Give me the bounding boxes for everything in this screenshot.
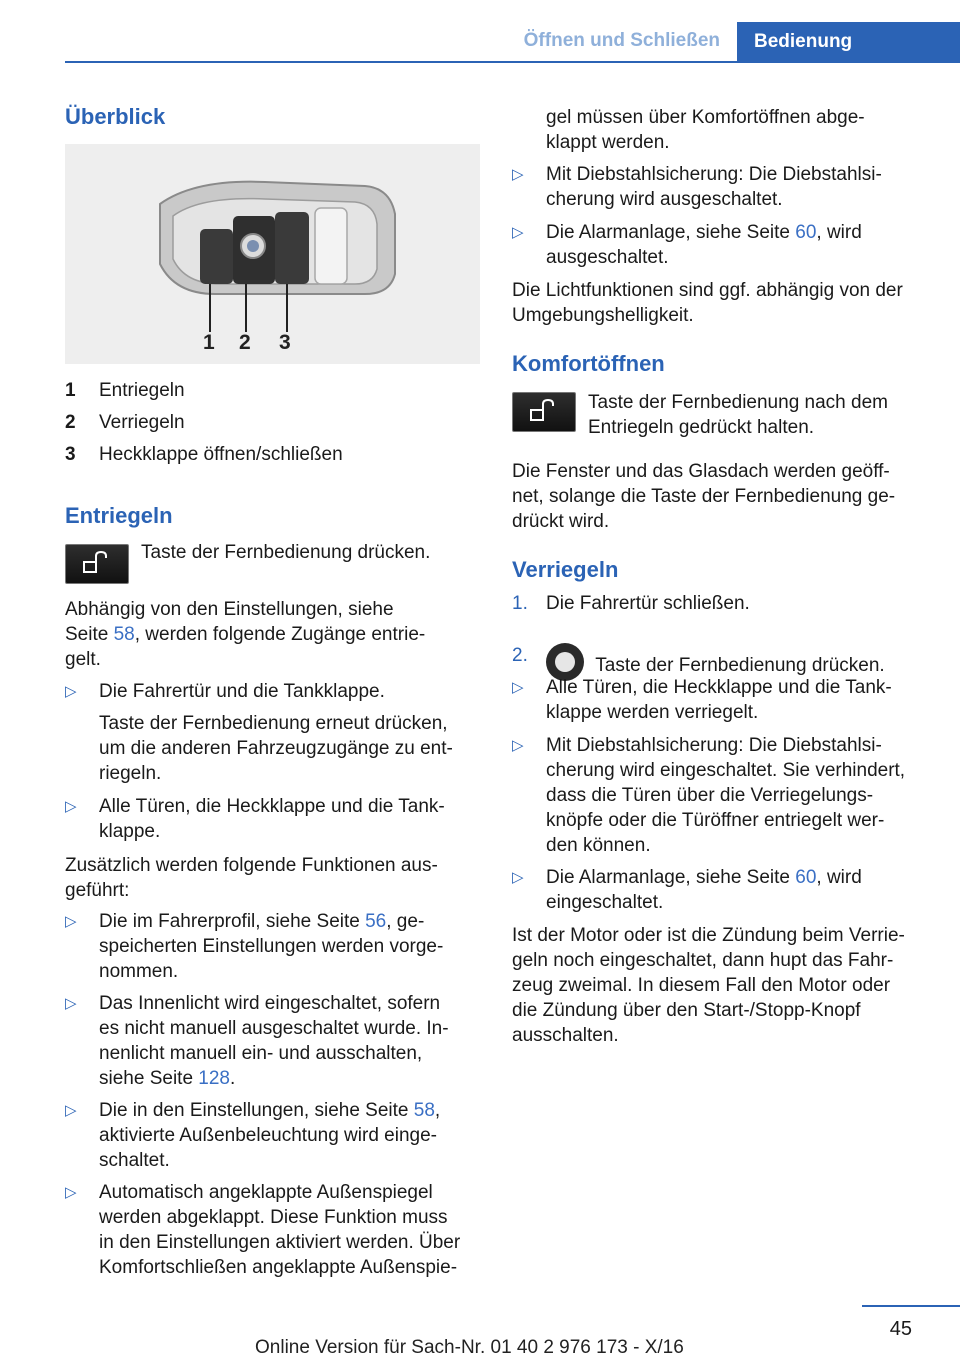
paragraph-line: drückt wird.	[512, 511, 610, 532]
paragraph-line: die Zündung über den Start-/Stopp-Knopf	[512, 1000, 861, 1021]
step-number: 2.	[512, 645, 528, 666]
triangle-bullet-icon: ▷	[512, 679, 524, 696]
unlock-icon	[66, 545, 128, 583]
page-number: 45	[889, 1318, 912, 1340]
paragraph-line: Abhängig von den Einstellungen, siehe	[65, 599, 394, 620]
paragraph-line: Die Fenster und das Glasdach werden geöff-	[512, 461, 890, 482]
unlock-instruction: Taste der Fernbedienung drücken.	[141, 542, 431, 563]
list-item: ▷ Die im Fahrerprofil, siehe Seite 56, ge- speicherten Einstellungen werden vorge- nommen.	[65, 911, 444, 982]
list-item: ▷ Das Innenlicht wird eingeschaltet, sofern es nicht manuell ausgeschaltet wurde. In- nenlicht manuell ein- und ausschalten, siehe Seite 128.	[65, 993, 449, 1089]
list-item: ▷ Die Alarmanlage, siehe Seite 60, wird eingeschaltet.	[512, 867, 862, 913]
figure-label-2: 2	[239, 331, 251, 354]
figure-label-3: 3	[279, 331, 291, 354]
paragraph-line: zeug zweimal. In diesem Fall den Motor oder	[512, 975, 891, 996]
unlock-key-image	[512, 392, 576, 432]
comfort-instruction: Taste der Fernbedienung nach dem	[588, 392, 888, 413]
header-section-title: Öffnen und Schließen	[523, 30, 720, 51]
page-link-58[interactable]: 58	[413, 1100, 435, 1121]
paragraph-line: net, solange die Taste der Fernbedienung ge-	[512, 486, 896, 507]
paragraph-line: ausschalten.	[512, 1025, 619, 1046]
paragraph-line: geführt:	[65, 880, 130, 901]
paragraph-line: geln noch eingeschaltet, dann hupt das Fahr-	[512, 950, 894, 971]
page-link-58[interactable]: 58	[113, 624, 135, 645]
triangle-bullet-icon: ▷	[65, 1102, 77, 1119]
triangle-bullet-icon: ▷	[65, 913, 77, 930]
list-item: ▷ Alle Türen, die Heckklappe und die Tank- klappe werden verriegelt.	[512, 677, 892, 723]
paragraph-line: Seite 58, werden folgende Zugänge entrie-	[65, 624, 426, 645]
paragraph-line: Die Lichtfunktionen sind ggf. abhängig von der	[512, 280, 903, 301]
page-link-128[interactable]: 128	[198, 1068, 230, 1089]
step-item: 1. Die Fahrertür schließen.	[512, 593, 750, 614]
header-tab-bedienung[interactable]: Bedienung	[737, 22, 960, 61]
paragraph-line: Ist der Motor oder ist die Zündung beim Verrie-	[512, 925, 905, 946]
list-item: ▷ Mit Diebstahlsicherung: Die Diebstahlsi- cherung wird ausgeschaltet.	[512, 164, 882, 210]
footer-version-text: Online Version für Sach-Nr. 01 40 2 976 173 - X/16	[255, 1337, 684, 1358]
list-item: ▷ Mit Diebstahlsicherung: Die Diebstahlsi- cherung wird eingeschaltet. Sie verhindert, dass die Türen über die Verriegelungs- knöpfe oder die Türöffner entriegelt wer- den können.	[512, 735, 906, 856]
triangle-bullet-icon: ▷	[65, 798, 77, 815]
unlock-key-image	[65, 544, 129, 584]
step-number: 1.	[512, 593, 528, 614]
list-item-continued: gel müssen über Komfortöffnen abge- klappt werden.	[546, 107, 865, 153]
page-link-60[interactable]: 60	[795, 222, 817, 243]
list-item: ▷ Die in den Einstellungen, siehe Seite 58, aktivierte Außenbeleuchtung wird einge- schaltet.	[65, 1100, 441, 1171]
list-item: ▷ Die Alarmanlage, siehe Seite 60, wird ausgeschaltet.	[512, 222, 862, 268]
page-link-60[interactable]: 60	[795, 867, 817, 888]
heading-ueberblick: Überblick	[65, 104, 166, 129]
list-item: ▷ Automatisch angeklappte Außenspiegel werden abgeklappt. Diese Funktion muss in den Einstellungen aktiviert werden. Über Komfortschließen angeklappte Außenspie-	[65, 1182, 461, 1278]
triangle-bullet-icon: ▷	[65, 1184, 77, 1201]
triangle-bullet-icon: ▷	[512, 869, 524, 886]
paragraph-line: Umgebungshelligkeit.	[512, 305, 694, 326]
page-link-56[interactable]: 56	[365, 911, 387, 932]
key-fob-figure	[65, 144, 480, 364]
figure-label-1: 1	[203, 331, 215, 354]
triangle-bullet-icon: ▷	[512, 166, 524, 183]
heading-komfortoeffnen: Komfortöffnen	[512, 351, 665, 376]
paragraph-line: gelt.	[65, 649, 101, 670]
list-item: ▷ Alle Türen, die Heckklappe und die Tank- klappe.	[65, 796, 445, 842]
triangle-bullet-icon: ▷	[65, 683, 77, 700]
comfort-instruction: Entriegeln gedrückt halten.	[588, 417, 815, 438]
triangle-bullet-icon: ▷	[65, 995, 77, 1012]
paragraph-line: Zusätzlich werden folgende Funktionen aus-	[65, 855, 438, 876]
heading-verriegeln: Verriegeln	[512, 557, 619, 582]
header-rule	[65, 61, 960, 63]
footer-rule	[862, 1305, 960, 1307]
step-item: 2. Taste der Fernbedienung drücken.	[512, 643, 932, 681]
triangle-bullet-icon: ▷	[512, 737, 524, 754]
list-item: ▷ Die Fahrertür und die Tankklappe. Taste der Fernbedienung erneut drücken, um die anderen Fahrzeugzugänge zu ent- riegeln.	[65, 681, 453, 784]
unlock-icon	[513, 393, 575, 431]
triangle-bullet-icon: ▷	[512, 224, 524, 241]
key-fob-illustration	[65, 144, 480, 364]
heading-entriegeln: Entriegeln	[65, 503, 173, 528]
